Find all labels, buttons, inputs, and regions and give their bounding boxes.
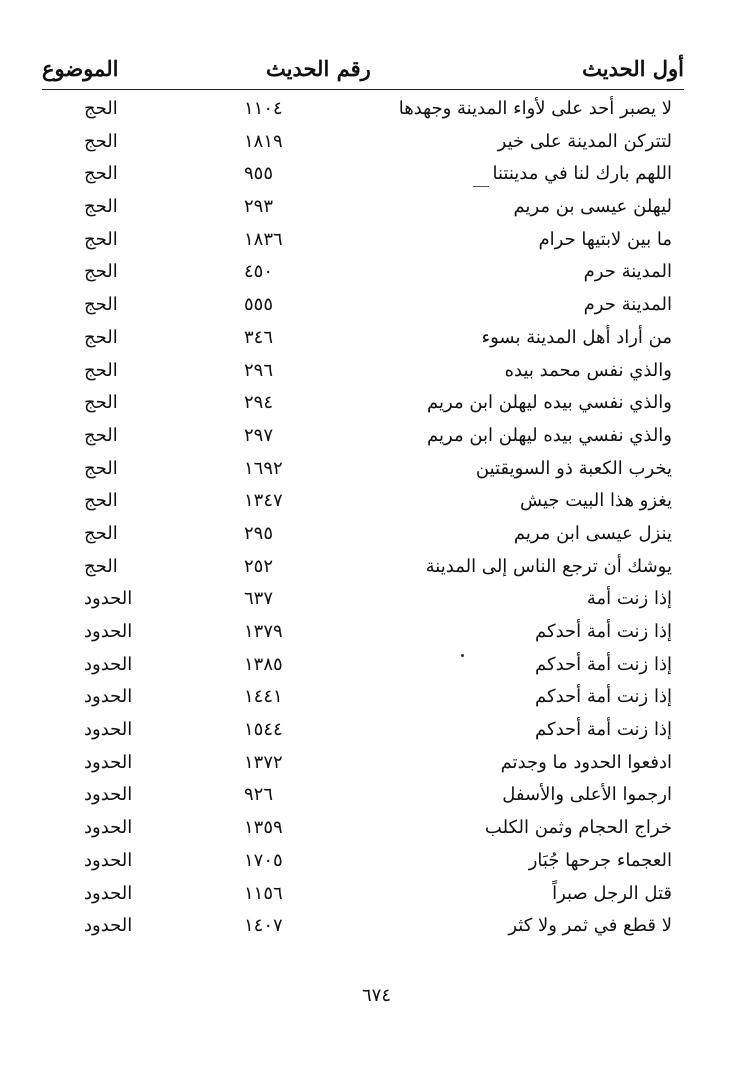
hadith-first-words: المدينة حرم xyxy=(583,261,672,283)
hadith-number: ٩٥٥ xyxy=(244,163,274,185)
header-first-words: أول الحديث xyxy=(582,56,684,81)
hadith-number: ٢٩٦ xyxy=(244,359,274,381)
hadith-first-words: والذي نفسي بيده ليهلن ابن مريم xyxy=(427,424,672,446)
hadith-number: ١١٠٤ xyxy=(244,98,283,119)
hadith-number: ١٨١٩ xyxy=(244,130,283,152)
hadith-first-words: والذي نفسي بيده ليهلن ابن مريم xyxy=(427,392,672,414)
table-row xyxy=(42,129,684,162)
table-row xyxy=(42,881,684,914)
table-row xyxy=(42,325,684,358)
table-row xyxy=(42,815,684,848)
hadith-topic: الحدود xyxy=(84,817,133,839)
hadith-topic: الحدود xyxy=(84,686,133,708)
hadith-number: ١٣٧٩ xyxy=(244,621,283,642)
hadith-number: ١١٥٦ xyxy=(244,882,283,904)
table-row xyxy=(42,96,684,129)
hadith-number: ٢٩٤ xyxy=(244,392,274,414)
header-rule xyxy=(42,89,684,90)
hadith-index-table xyxy=(42,96,684,946)
hadith-number: ١٤٠٧ xyxy=(244,915,283,937)
hadith-number: ٢٩٧ xyxy=(244,424,274,446)
hadith-topic: الحدود xyxy=(84,915,133,937)
hadith-first-words: يوشك أن ترجع الناس إلى المدينة xyxy=(425,555,672,577)
hadith-first-words: ينزل عيسى ابن مريم xyxy=(513,522,672,544)
table-row xyxy=(42,684,684,717)
table-row xyxy=(42,358,684,391)
table-row xyxy=(42,913,684,946)
hadith-first-words: المدينة حرم xyxy=(583,294,672,316)
hadith-number: ١٦٩٢ xyxy=(244,457,283,479)
hadith-first-words: لتتركن المدينة على خير xyxy=(497,130,672,152)
hadith-number: ١٣٨٥ xyxy=(244,653,283,675)
table-row xyxy=(42,652,684,685)
hadith-number: ١٣٧٢ xyxy=(244,751,283,773)
table-row xyxy=(42,259,684,292)
hadith-number: ٥٥٥ xyxy=(244,294,274,316)
hadith-first-words: لا قطع في ثمر ولا كثر xyxy=(508,915,672,937)
hadith-first-words: إذا زنت أمة أحدكم xyxy=(535,621,672,642)
table-row xyxy=(42,750,684,783)
hadith-first-words: يخرب الكعبة ذو السويقتين xyxy=(475,457,672,479)
hadith-topic: الحج xyxy=(84,163,118,185)
hadith-first-words: اللهم بارك لنا في مدينتنا xyxy=(492,163,672,185)
table-row xyxy=(42,423,684,456)
hadith-topic: الحج xyxy=(84,359,118,381)
table-row xyxy=(42,848,684,881)
hadith-topic: الحدود xyxy=(84,849,133,871)
table-row xyxy=(42,521,684,554)
hadith-topic: الحدود xyxy=(84,784,133,806)
hadith-topic: الحدود xyxy=(84,588,133,610)
hadith-topic: الحج xyxy=(84,196,118,218)
hadith-number: ٩٢٦ xyxy=(244,784,274,806)
hadith-topic: الحدود xyxy=(84,751,133,773)
table-row xyxy=(42,161,684,194)
hadith-first-words: يغزو هذا البيت جيش xyxy=(520,490,672,512)
hadith-number: ١٣٤٧ xyxy=(244,490,283,512)
hadith-first-words: خراج الحجام وثمن الكلب xyxy=(484,817,672,839)
hadith-number: ١٤٤١ xyxy=(244,686,283,708)
hadith-topic: الحدود xyxy=(84,882,133,904)
hadith-first-words: إذا زنت أمة أحدكم xyxy=(535,686,672,708)
hadith-first-words: لا يصبر أحد على لأواء المدينة وجهدها xyxy=(398,98,672,119)
hadith-number: ١٥٤٤ xyxy=(244,719,283,741)
hadith-topic: الحج xyxy=(84,522,118,544)
table-row xyxy=(42,619,684,652)
hadith-first-words: إذا زنت أمة أحدكم xyxy=(535,719,672,741)
hadith-first-words: ما بين لابتيها حرام xyxy=(538,228,672,250)
hadith-number: ١٨٣٦ xyxy=(244,228,283,250)
hadith-number: ١٣٥٩ xyxy=(244,817,283,839)
hadith-first-words: قتل الرجل صبراً xyxy=(552,882,672,904)
table-row xyxy=(42,554,684,587)
hadith-first-words: ليهلن عيسى بن مريم xyxy=(513,196,672,218)
hadith-first-words: إذا زنت أمة xyxy=(586,588,672,610)
hadith-first-words: ادفعوا الحدود ما وجدتم xyxy=(500,751,672,773)
table-row xyxy=(42,456,684,489)
table-row xyxy=(42,586,684,619)
table-header xyxy=(42,50,684,90)
table-row xyxy=(42,194,684,227)
hadith-topic: الحج xyxy=(84,490,118,512)
table-row xyxy=(42,227,684,260)
hadith-number: ٢٩٥ xyxy=(244,522,274,544)
hadith-number: ٦٣٧ xyxy=(244,588,274,610)
table-row xyxy=(42,292,684,325)
hadith-topic: الحج xyxy=(84,130,118,152)
hadith-topic: الحدود xyxy=(84,653,133,675)
hadith-number: ٢٥٢ xyxy=(244,555,274,577)
hadith-first-words: إذا زنت أمة أحدكم xyxy=(535,653,672,675)
hadith-number: ٣٤٦ xyxy=(244,326,274,348)
hadith-topic: الحج xyxy=(84,228,118,250)
hadith-number: ١٧٠٥ xyxy=(244,849,283,871)
hadith-topic: الحج xyxy=(84,326,118,348)
hadith-number: ٢٩٣ xyxy=(244,196,274,218)
hadith-number: ٤٥٠ xyxy=(244,261,274,283)
hadith-first-words: من أراد أهل المدينة بسوء xyxy=(481,326,672,348)
table-row xyxy=(42,717,684,750)
hadith-topic: الحج xyxy=(84,392,118,414)
hadith-topic: الحج xyxy=(84,261,118,283)
hadith-topic: الحج xyxy=(84,98,118,119)
hadith-topic: الحدود xyxy=(84,621,133,642)
table-row xyxy=(42,390,684,423)
hadith-topic: الحج xyxy=(84,424,118,446)
hadith-topic: الحدود xyxy=(84,719,133,741)
hadith-first-words: العجماء جرحها جُبَار xyxy=(528,849,672,871)
header-hadith-number: رقم الحديث xyxy=(266,56,371,81)
hadith-first-words: والذي نفس محمد بيده xyxy=(504,359,672,381)
page-number: ٦٧٤ xyxy=(361,985,391,1006)
hadith-topic: الحج xyxy=(84,457,118,479)
hadith-first-words: ارجموا الأعلى والأسفل xyxy=(502,784,672,806)
table-row xyxy=(42,782,684,815)
hadith-topic: الحج xyxy=(84,294,118,316)
table-row xyxy=(42,488,684,521)
header-topic: الموضوع xyxy=(42,56,119,81)
hadith-topic: الحج xyxy=(84,555,118,577)
